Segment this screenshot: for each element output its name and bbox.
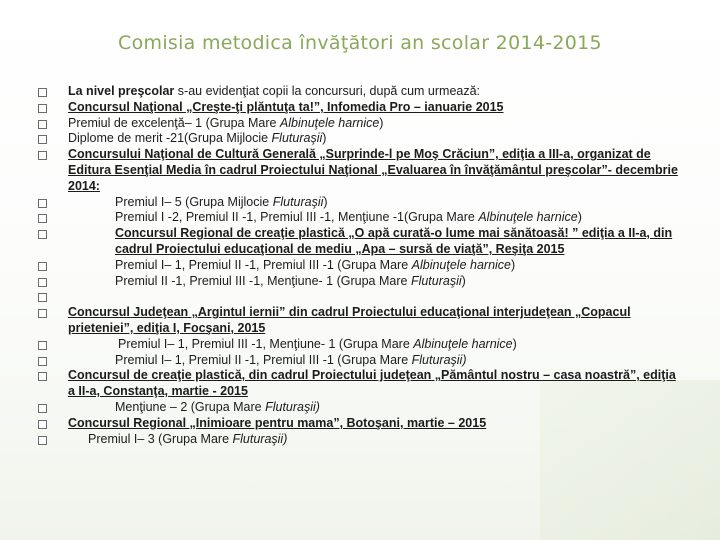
list-item-text: Albinuţele harnice [411,257,511,272]
list-item [0,353,720,369]
square-bullet-icon [38,309,47,318]
list-item-text: Fluturaşii) [265,399,320,414]
list-item [0,84,720,100]
list-item-text: Premiul I– 1, Premiul II -1, Premiul III -1 (Grupa Mare [115,352,412,367]
square-bullet-icon [38,151,47,160]
list-item-text: Fluturaşii [271,131,323,146]
list-item-empty [0,289,720,305]
list-item-text: Premiul I -2, Premiul II -1, Premiul III -1, Menţiune -1(Grupa Mare [115,210,479,225]
list-item [0,337,720,353]
square-bullet-icon [38,278,47,287]
square-bullet-icon [38,404,47,413]
list-item-text: Albinuţele harnice [413,336,513,351]
square-bullet-icon [38,88,47,97]
list-item-text: Premiul I– 5 (Grupa Mijlocie [115,194,273,209]
list-item-text: Albinuţele harnice [478,210,578,225]
list-item-text: ) [461,273,466,288]
list-item-text: s-au evidenţiat copii la concursuri, după cum urmează: [174,84,481,98]
list-item-text: Premiul I– 1, Premiul II -1, Premiul III -1 (Grupa Mare [115,257,412,272]
list-item [0,226,720,258]
square-bullet-icon [38,262,47,271]
list-item [0,116,720,132]
square-bullet-icon [38,341,47,350]
list-item [0,210,720,226]
list-item-text: La nivel preşcolar [68,84,175,98]
list-item-text: Fluturaşii [272,194,324,209]
square-bullet-icon [38,357,47,366]
list-item [0,147,720,194]
list-item-text: Albinuţele harnice [279,115,380,130]
square-bullet-icon [38,104,47,113]
list-item-text: ) [379,115,384,130]
list-item-text: Menţiune – 2 (Grupa Mare [115,399,266,414]
list-item-text: Premiul I– 3 (Grupa Mare [88,431,233,446]
list-item-text: ) [511,257,516,272]
list-item-text: Concursului Naţional de Cultură Generală „Surprinde-l pe Moş Crăciun”, ediţia a III-a, organizat de Editura Esenţial Media în cadrul Proiectului Naţional „Evaluarea în învăţământul preşcolar”- decembrie 2014: [68,147,678,193]
square-bullet-icon [38,420,47,429]
list-item-text: Fluturaşii) [411,352,467,367]
list-item [0,274,720,290]
list-item-text: Concursul Regional de creaţie plastică „O apă curată-o lume mai sănătoasă! ” ediţia a II-a, din cadrul Proiectului educaţional de mediu „Apa – sursă de viaţă”, Reşiţa 2015 [115,226,673,256]
list-item-text: Diplome de merit -21(Grupa Mijlocie [68,131,272,146]
square-bullet-icon [38,120,47,129]
square-bullet-icon [38,293,47,302]
list-item [0,305,720,337]
list-item [0,416,720,432]
list-item-text: Concursul Naţional „Creşte-ţi plăntuţa ta!”, Infomedia Pro – ianuarie 2015 [68,99,504,114]
list-item-text: Concursul de creaţie plastică, din cadrul Proiectului judeţean „Pământul nostru – casa noastră”, ediţia a II-a, Constanţa, martie - 2015 [68,368,676,399]
list-item [0,195,720,211]
list-item-text: Premiul II -1, Premiul III -1, Menţiune- 1 (Grupa Mare [115,273,411,288]
slide-title: Comisia metodica învăţători an scolar 2014-2015 [118,32,602,54]
list-item-text: Concursul Judeţean „Argintul iernii” din cadrul Proiectului educaţional interjudeţean „Copacul prieteniei”, ediţia I, Focşani, 2015 [68,305,631,335]
list-item [0,131,720,147]
list-item-text: Fluturaşii [410,273,462,288]
list-item-text: Premiul de excelenţă– 1 (Grupa Mare [68,115,280,130]
list-item-text: Premiul I– 1, Premiul III -1, Menţiune- 1 (Grupa Mare [118,336,414,351]
list-item-text: Fluturaşii) [232,431,288,446]
list-item-text: ) [323,194,328,209]
square-bullet-icon [38,214,47,223]
list-item-text: ) [512,336,517,351]
bullet-list [0,84,720,447]
square-bullet-icon [38,372,47,381]
square-bullet-icon [38,199,47,208]
square-bullet-icon [38,436,47,445]
list-item [0,432,720,448]
square-bullet-icon [38,135,47,144]
list-item [0,400,720,416]
list-item-text: ) [322,131,327,146]
list-item-text: ) [577,210,582,225]
square-bullet-icon [38,230,47,239]
list-item-text: Concursul Regional „Inimioare pentru mama”, Botoşani, martie – 2015 [68,415,487,430]
list-item [0,100,720,116]
list-item [0,368,720,400]
list-item [0,258,720,274]
